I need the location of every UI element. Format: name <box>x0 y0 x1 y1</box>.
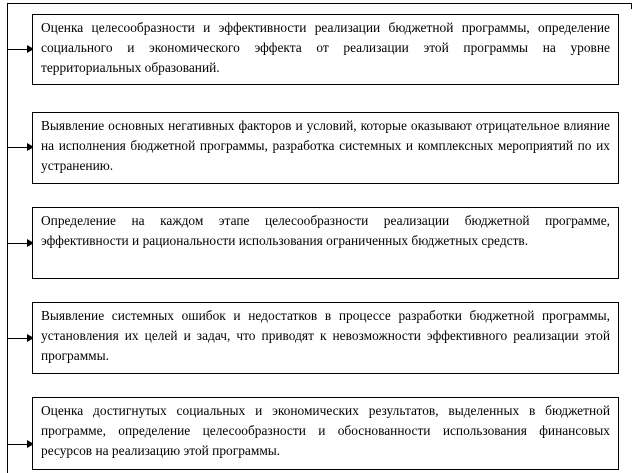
connector-line-1 <box>8 49 29 50</box>
block-5-text: Оценка достигнутых социальных и экономических результатов, выделенных в бюджетной программе, определение целесообразности и обоснованности использования финансовых ресурсов на реализацию этой программы. <box>41 403 610 458</box>
connector-line-3 <box>8 243 29 244</box>
block-5 <box>32 397 619 470</box>
left-spine-line <box>7 3 8 473</box>
connector-line-2 <box>8 147 29 148</box>
top-bracket-line <box>7 3 632 4</box>
block-1-text: Оценка целесообразности и эффективности реализации бюджетной программы, определение социального и экономического эффекта от реализации этой программы на уровне территориальных образований. <box>41 20 610 75</box>
connector-line-4 <box>8 338 29 339</box>
block-2 <box>32 112 619 184</box>
block-2-text: Выявление основных негативных факторов и условий, которые оказывают отрицательное влияние на исполнения бюджетной программы, разработка системных и комплексных мероприятий по их устранению. <box>41 118 610 173</box>
block-4 <box>32 302 619 374</box>
block-4-text: Выявление системных ошибок и недостатков в процессе разработки бюджетной программы, установления их целей и задач, что приводят к невозможности эффективного реализации этой программы. <box>41 308 610 363</box>
block-3-text: Определение на каждом этапе целесообразности реализации бюджетной программе, эффективности и рациональности использования ограниченных бюджетных средств. <box>41 213 610 248</box>
connector-line-5 <box>8 444 29 445</box>
block-1 <box>32 14 619 85</box>
block-3 <box>32 207 619 279</box>
